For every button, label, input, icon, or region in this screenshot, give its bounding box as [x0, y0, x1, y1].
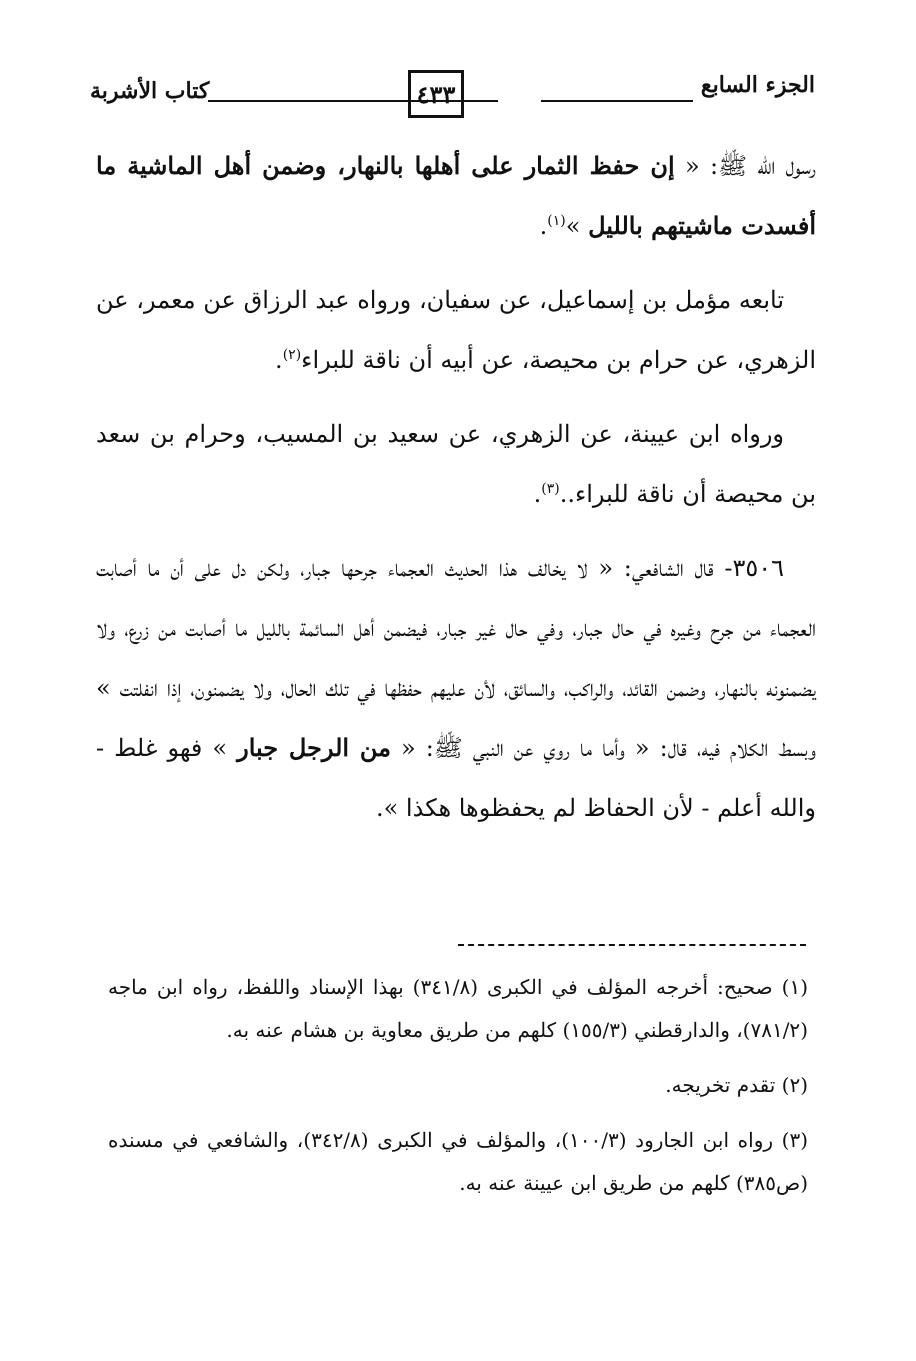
paragraph-shafii [96, 538, 816, 838]
footnote-ref-1[interactable]: (١) [547, 213, 566, 229]
footnotes [108, 966, 808, 1217]
page-number: ٤٣٣ [408, 70, 464, 118]
footnote-number: (٣) [781, 1128, 809, 1152]
header-rule-left [208, 100, 498, 102]
footnote-3 [108, 1119, 808, 1205]
footnote-ref-2[interactable]: (٢) [282, 347, 302, 363]
footnote-2 [108, 1064, 808, 1107]
hadith-intro: رسول الله ﷺ: « [674, 152, 816, 180]
volume-label: الجزء السابع [700, 72, 815, 98]
header-rule-right [541, 100, 693, 102]
page-header [90, 64, 815, 128]
shafii-text-end: » فهو غلط - والله أعلم - لأن الحفاظ لم يحفظوها هكذا ». [96, 734, 816, 822]
book-title: كتاب الأشربة [90, 78, 210, 104]
footnote-text: رواه ابن الجارود (١٠٠/٣)، والمؤلف في الكبرى (٣٤٢/٨)، والشافعي في مسنده (ص٣٨٥) كلهم من طريق ابن عيينة عنه به. [108, 1128, 808, 1195]
paragraph-chain-1 [96, 270, 816, 390]
paragraph-chain-2 [96, 404, 816, 524]
chain-text-2: ورواه ابن عيينة، عن الزهري، عن سعيد بن المسيب، وحرام بن سعد بن محيصة أن ناقة للبراء.. [96, 420, 816, 508]
footnote-text: تقدم تخريجه. [665, 1073, 776, 1097]
hadith-close: » [565, 212, 589, 240]
main-text [96, 136, 816, 838]
period: . [539, 212, 548, 240]
shafii-text: ٣٥٠٦- قال الشافعي: « لا يخالف هذا الحديث العجماء جرحها جبار، ولكن دل على أن ما أصابت العجماء من جرح وغيره في حال جبار، وفي حال غير جبار، فيضمن أهل السائمة بالليل ما أصابت من زرع، ولا يضمنونه بالنهار، وضمن القائد، والراكب، والسائق، لأن عليهم حفظها في تلك الحال، ولا يضمنون، إذا انفلتت » وبسط الكلام فيه، قال: « وأما ما روي عن النبي ﷺ: « [96, 554, 816, 762]
footnote-number: (٢) [781, 1073, 808, 1097]
footnote-number: (١) [781, 975, 809, 999]
period: . [533, 480, 542, 508]
chain-text-1: تابعه مؤمل بن إسماعيل، عن سفيان، ورواه عبد الرزاق عن معمر، عن الزهري، عن حرام بن محيصة، عن أبيه أن ناقة للبراء [96, 286, 816, 374]
footnote-divider [458, 944, 806, 946]
hadith-text: إن حفظ الثمار على أهلها بالنهار، وضمن أهل الماشية ما أفسدت ماشيتهم بالليل [96, 151, 816, 240]
footnote-text: صحيح: أخرجه المؤلف في الكبرى (٣٤١/٨) بهذا الإسناد واللفظ، رواه ابن ماجه (٧٨١/٢)، والدارقطني (١٥٥/٣) كلهم من طريق معاوية بن هشام عنه به. [108, 975, 808, 1042]
paragraph-hadith [96, 136, 816, 256]
shafii-quote: من الرجل جبار [237, 733, 391, 762]
footnote-ref-3[interactable]: (٣) [541, 481, 560, 497]
footnote-1 [108, 966, 808, 1052]
period: . [275, 346, 283, 374]
